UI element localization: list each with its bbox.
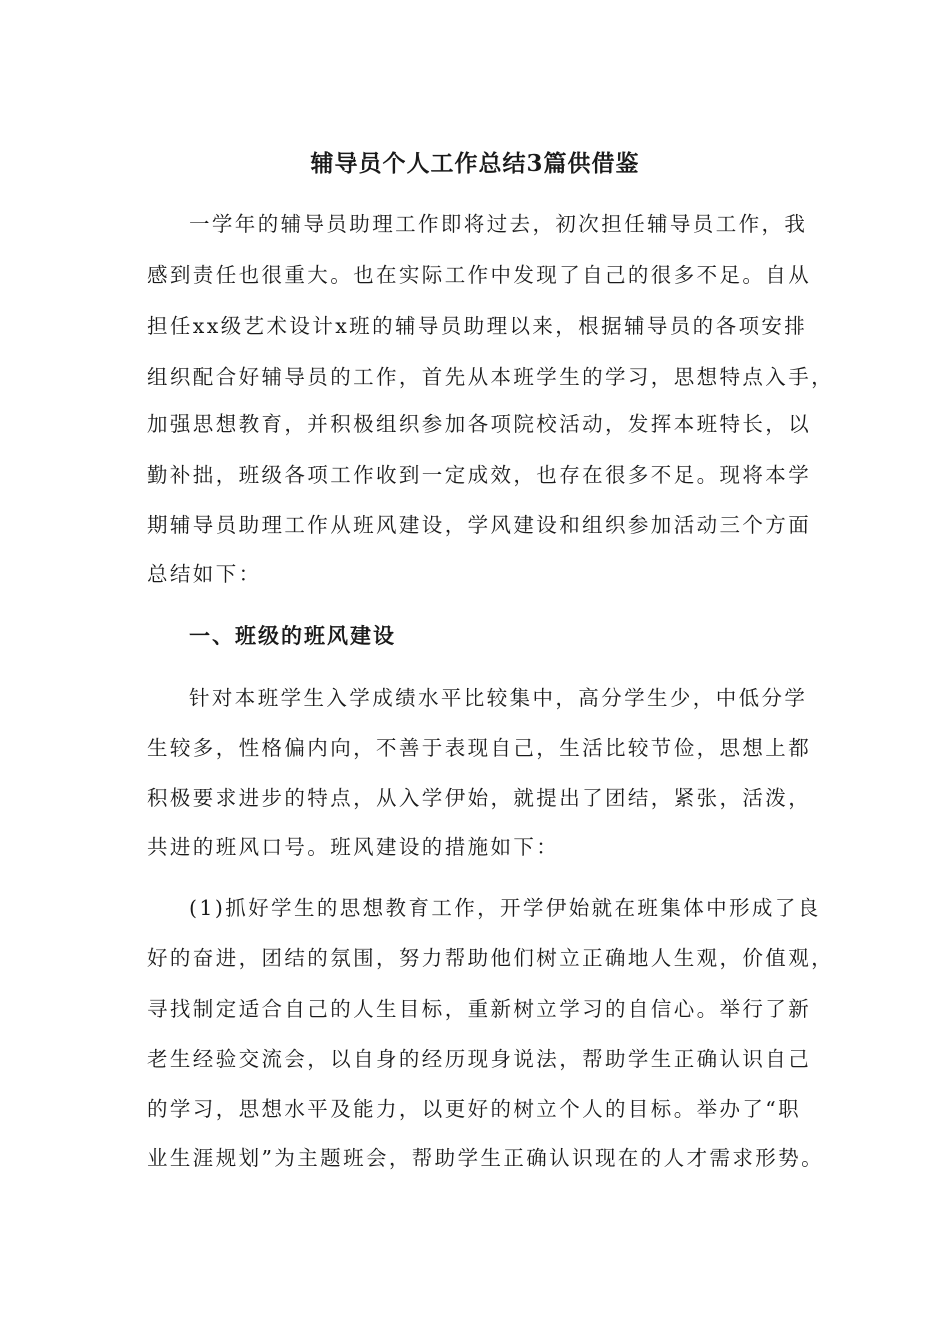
paragraph-1-line-7: 期辅导员助理工作从班风建设，学风建设和组织参加活动三个方面: [147, 513, 812, 537]
document-title: 辅导员个人工作总结3篇供借鉴: [310, 150, 640, 177]
paragraph-3-line-6: 业生涯规划”为主题班会，帮助学生正确认识现在的人才需求形势。: [147, 1146, 824, 1170]
paragraph-1-line-4: 组织配合好辅导员的工作，首先从本班学生的学习，思想特点入手，: [147, 365, 834, 389]
paragraph-3-line-1: (1)抓好学生的思想教育工作，开学伊始就在班集体中形成了良: [189, 896, 821, 920]
paragraph-1-line-6: 勤补拙，班级各项工作收到一定成效，也存在很多不足。现将本学: [147, 463, 812, 487]
paragraph-1-line-1: 一学年的辅导员助理工作即将过去，初次担任辅导员工作，我: [189, 212, 808, 236]
paragraph-3-line-2: 好的奋进，团结的氛围，努力帮助他们树立正确地人生观，价值观，: [147, 946, 834, 970]
paragraph-1-line-5: 加强思想教育，并积极组织参加各项院校活动，发挥本班特长，以: [147, 412, 812, 436]
paragraph-2-line-4: 共进的班风口号。班风建设的措施如下：: [147, 835, 560, 859]
paragraph-1-line-3: 担任xx级艺术设计x班的辅导员助理以来，根据辅导员的各项安排: [147, 314, 808, 338]
paragraph-3-line-3: 寻找制定适合自己的人生目标，重新树立学习的自信心。举行了新: [147, 997, 812, 1021]
paragraph-3-line-4: 老生经验交流会，以自身的经历现身说法，帮助学生正确认识自己: [147, 1047, 812, 1071]
paragraph-3-line-5: 的学习，思想水平及能力，以更好的树立个人的目标。举办了“职: [147, 1097, 802, 1121]
paragraph-2-line-1: 针对本班学生入学成绩水平比较集中，高分学生少，中低分学: [189, 686, 808, 710]
paragraph-1-line-8: 总结如下：: [147, 562, 262, 586]
paragraph-2-line-2: 生较多，性格偏内向，不善于表现自己，生活比较节俭，思想上都: [147, 736, 812, 760]
paragraph-2-line-3: 积极要求进步的特点，从入学伊始，就提出了团结，紧张，活泼，: [147, 786, 812, 810]
paragraph-1-line-2: 感到责任也很重大。也在实际工作中发现了自己的很多不足。自从: [147, 263, 812, 287]
section-heading-1: 一、班级的班风建设: [189, 623, 396, 648]
